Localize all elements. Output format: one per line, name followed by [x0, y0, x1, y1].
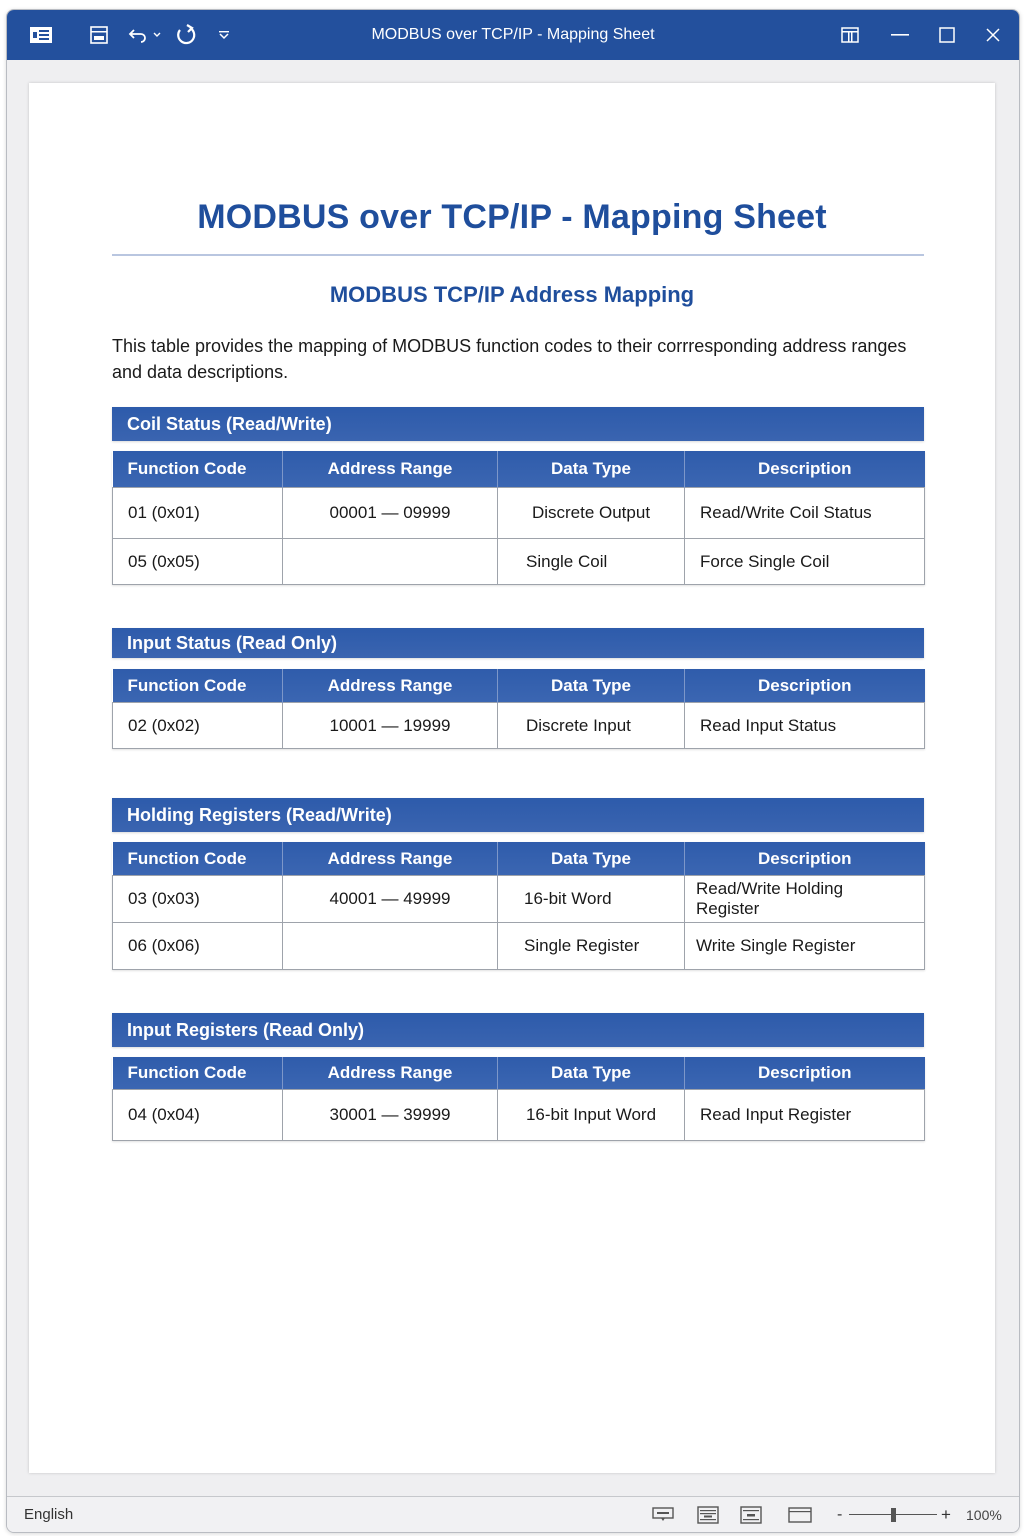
mapping-table	[112, 669, 925, 749]
language-indicator[interactable]: English	[24, 1506, 74, 1523]
zoom-out-button[interactable]: -	[837, 1505, 843, 1523]
column-header: Description	[685, 669, 925, 703]
ribbon-display-icon[interactable]	[839, 10, 861, 60]
description-cell[interactable]: Read/Write Holding Register	[685, 876, 925, 923]
title-divider	[112, 254, 924, 256]
app-window	[6, 9, 1020, 1533]
column-header: Description	[685, 842, 925, 876]
column-header: Function Code	[113, 451, 283, 488]
function-code-cell[interactable]: 02 (0x02)	[113, 703, 283, 749]
column-header: Data Type	[498, 842, 685, 876]
address-range-cell[interactable]: 40001 — 49999	[283, 876, 498, 923]
column-header: Data Type	[498, 451, 685, 488]
focus-mode-icon[interactable]	[652, 1497, 674, 1532]
function-code-cell[interactable]: 01 (0x01)	[113, 488, 283, 539]
zoom-slider-thumb[interactable]	[891, 1508, 896, 1522]
column-header: Description	[685, 1057, 925, 1090]
document-title: MODBUS over TCP/IP - Mapping Sheet	[197, 198, 827, 236]
section-holding-registers	[112, 798, 924, 970]
column-header: Description	[685, 451, 925, 488]
description-cell[interactable]: Read/Write Coil Status	[685, 488, 925, 539]
table-row	[113, 923, 925, 970]
description-cell[interactable]: Force Single Coil	[685, 539, 925, 585]
column-header: Data Type	[498, 669, 685, 703]
read-mode-icon[interactable]	[697, 1497, 719, 1532]
window-title: MODBUS over TCP/IP - Mapping Sheet	[371, 26, 655, 43]
status-bar	[7, 1496, 1019, 1532]
minimize-icon[interactable]	[889, 10, 911, 60]
table-header-row	[113, 1057, 925, 1090]
maximize-icon[interactable]	[936, 10, 958, 60]
section-input-registers	[112, 1013, 924, 1141]
column-header: Function Code	[113, 842, 283, 876]
data-type-cell[interactable]: Discrete Input	[498, 703, 685, 749]
table-row	[113, 703, 925, 749]
description-cell[interactable]: Read Input Register	[685, 1090, 925, 1141]
section-heading: Input Status (Read Only)	[112, 628, 924, 658]
address-range-cell[interactable]: 00001 — 09999	[283, 488, 498, 539]
address-range-cell[interactable]	[283, 539, 498, 585]
table-header-row	[113, 669, 925, 703]
column-header: Address Range	[283, 1057, 498, 1090]
column-header: Address Range	[283, 842, 498, 876]
address-range-cell[interactable]	[283, 923, 498, 970]
function-code-cell[interactable]: 06 (0x06)	[113, 923, 283, 970]
column-header: Function Code	[113, 1057, 283, 1090]
intro-paragraph: This table provides the mapping of MODBUS function codes to their corrresponding address ranges and data descriptions.	[112, 336, 907, 382]
table-row	[113, 539, 925, 585]
column-header: Data Type	[498, 1057, 685, 1090]
column-header: Function Code	[113, 669, 283, 703]
function-code-cell[interactable]: 04 (0x04)	[113, 1090, 283, 1141]
data-type-cell[interactable]: Single Register	[498, 923, 685, 970]
table-row	[113, 876, 925, 923]
document-page[interactable]	[29, 83, 995, 1473]
zoom-slider[interactable]	[849, 1497, 937, 1532]
section-heading: Coil Status (Read/Write)	[112, 407, 924, 441]
section-input-status	[112, 628, 924, 749]
section-coil-status	[112, 407, 924, 585]
description-cell[interactable]: Read Input Status	[685, 703, 925, 749]
table-row	[113, 488, 925, 539]
function-code-cell[interactable]: 03 (0x03)	[113, 876, 283, 923]
table-header-row	[113, 842, 925, 876]
zoom-in-button[interactable]: +	[941, 1504, 951, 1524]
close-icon[interactable]	[982, 10, 1004, 60]
data-type-cell[interactable]: Single Coil	[498, 539, 685, 585]
mapping-table	[112, 1057, 925, 1141]
mapping-table	[112, 451, 925, 585]
document-subtitle: MODBUS TCP/IP Address Mapping	[329, 282, 695, 307]
data-type-cell[interactable]: Discrete Output	[498, 488, 685, 539]
column-header: Address Range	[283, 451, 498, 488]
data-type-cell[interactable]: 16-bit Word	[498, 876, 685, 923]
title-bar	[7, 10, 1019, 60]
data-type-cell[interactable]: 16-bit Input Word	[498, 1090, 685, 1141]
mapping-table	[112, 842, 925, 970]
web-layout-icon[interactable]	[788, 1497, 812, 1532]
print-layout-icon[interactable]	[740, 1497, 762, 1532]
column-header: Address Range	[283, 669, 498, 703]
section-heading: Input Registers (Read Only)	[112, 1013, 924, 1047]
table-row	[113, 1090, 925, 1141]
function-code-cell[interactable]: 05 (0x05)	[113, 539, 283, 585]
address-range-cell[interactable]: 30001 — 39999	[283, 1090, 498, 1141]
table-header-row	[113, 451, 925, 488]
address-range-cell[interactable]: 10001 — 19999	[283, 703, 498, 749]
description-cell[interactable]: Write Single Register	[685, 923, 925, 970]
section-heading: Holding Registers (Read/Write)	[112, 798, 924, 832]
zoom-level[interactable]: 100%	[966, 1506, 1002, 1523]
